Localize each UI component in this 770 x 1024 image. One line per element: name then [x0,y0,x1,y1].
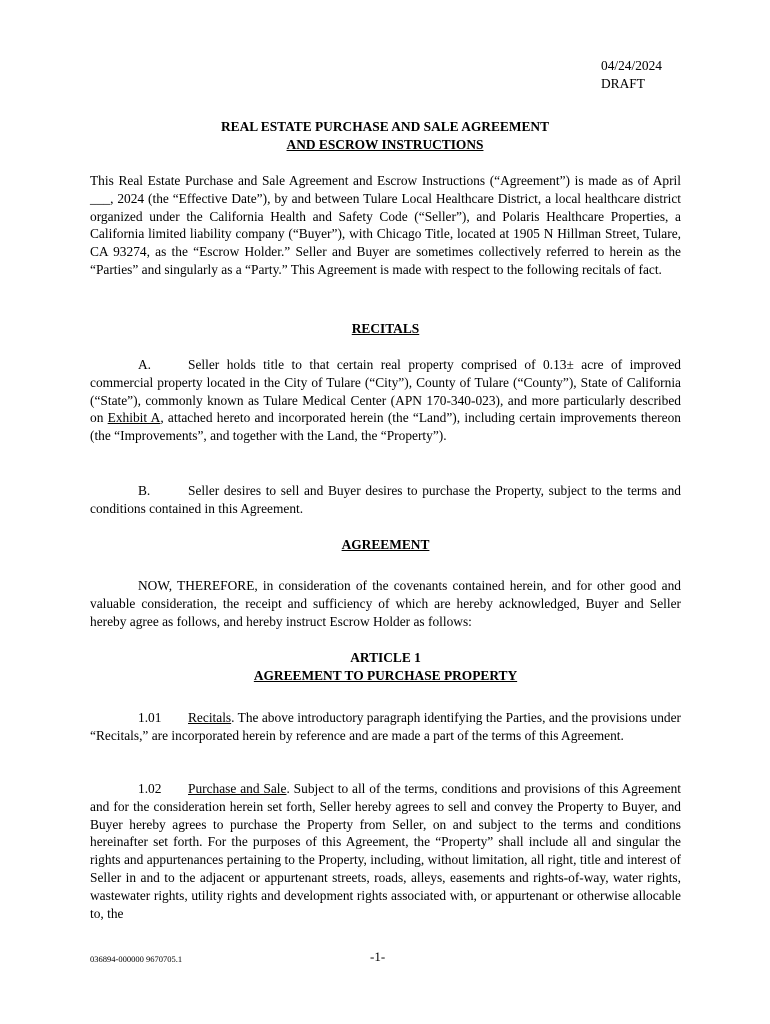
section-1-02 [90,780,681,922]
footer-page-number: -1- [370,949,386,964]
document-title [90,118,680,154]
article-1-number: ARTICLE 1 [350,650,421,665]
agreement-heading: AGREEMENT [341,537,430,552]
recital-a [90,356,681,445]
section-1-01 [90,709,681,745]
article-1-heading [90,649,681,685]
recital-b-label: B. [138,483,151,498]
recital-a-label: A. [138,357,152,372]
recital-a-text-2: , attached hereto and incorporated herein (the “Land”), including certain improvements thereon (the “Improvements”, and together with the Land, the “Property”). [90,410,681,444]
section-1-02-number: 1.02 [138,781,162,796]
footer-document-id: 036894-000000 9670705.1 [90,954,183,964]
intro-paragraph: This Real Estate Purchase and Sale Agreement and Escrow Instructions (“Agreement”) is made as of April ___, 2024 (the “Effective Date”), by and between Tulare Local Healthcare District, a local healthcare district organized under the California Health and Safety Code (“Seller”), and Polaris Healthcare Properties, a California limited liability company (“Buyer”), with Chicago Title, located at 1905 N Hillman Street, Tulare, CA 93274, as the “Escrow Holder.” Seller and Buyer are sometimes collectively referred to herein as the “Parties” and singularly as a “Party.” This Agreement is made with respect to the following recitals of fact. [90,173,681,277]
recital-a-text-1: Seller holds title to that certain real property comprised of 0.13± acre of improved commercial property located in the City of Tulare (“City”), County of Tulare (“County”), State of California (“State”), commonly known as Tulare Medical Center (APN 170-340-023), and more particularly described on [90,357,681,426]
article-1-title: AGREEMENT TO PURCHASE PROPERTY [253,668,518,683]
header-date: 04/24/2024 [601,58,663,73]
document-header [601,57,662,93]
section-1-01-title: Recitals [188,710,232,725]
title-line-1: REAL ESTATE PURCHASE AND SALE AGREEMENT [220,119,549,134]
section-1-02-text: . Subject to all of the terms, conditions and provisions of this Agreement and for the consideration herein set forth, Seller hereby agrees to sell and convey the Property to Buyer, and Buyer hereby agrees to purchase the Property from Seller, on and subject to the terms and conditions hereinafter set forth. For the purposes of this Agreement, the “Property” shall include all and singular the rights and appurtenances pertaining to the Property, including, without limitation, all right, title and interest of Seller in and to the adjacent or appurtenant streets, roads, alleys, easements and rights-of-way, water rights, wastewater rights, utility rights and development rights associated with, or appurtenant or otherwise allocable to, the [90,781,681,921]
header-status: DRAFT [601,76,645,91]
section-1-01-text: . The above introductory paragraph identifying the Parties, and the provisions under “Recitals,” are incorporated herein by reference and are made a part of the terms of this Agreement. [90,710,681,743]
section-1-01-number: 1.01 [138,710,162,725]
agreement-text: NOW, THEREFORE, in consideration of the covenants contained herein, and for other good and valuable consideration, the receipt and sufficiency of which are hereby acknowledged, Buyer and Seller hereby agree as follows, and hereby instruct Escrow Holder as follows: [90,578,681,629]
recital-b-text: Seller desires to sell and Buyer desires to purchase the Property, subject to the terms and conditions contained in this Agreement. [90,483,681,516]
title-line-2: AND ESCROW INSTRUCTIONS [286,137,484,152]
exhibit-a-link: Exhibit A [107,410,161,426]
agreement-paragraph [90,577,681,630]
section-1-02-title: Purchase and Sale [188,781,287,796]
recital-b [90,482,681,518]
recitals-heading: RECITALS [351,321,420,336]
